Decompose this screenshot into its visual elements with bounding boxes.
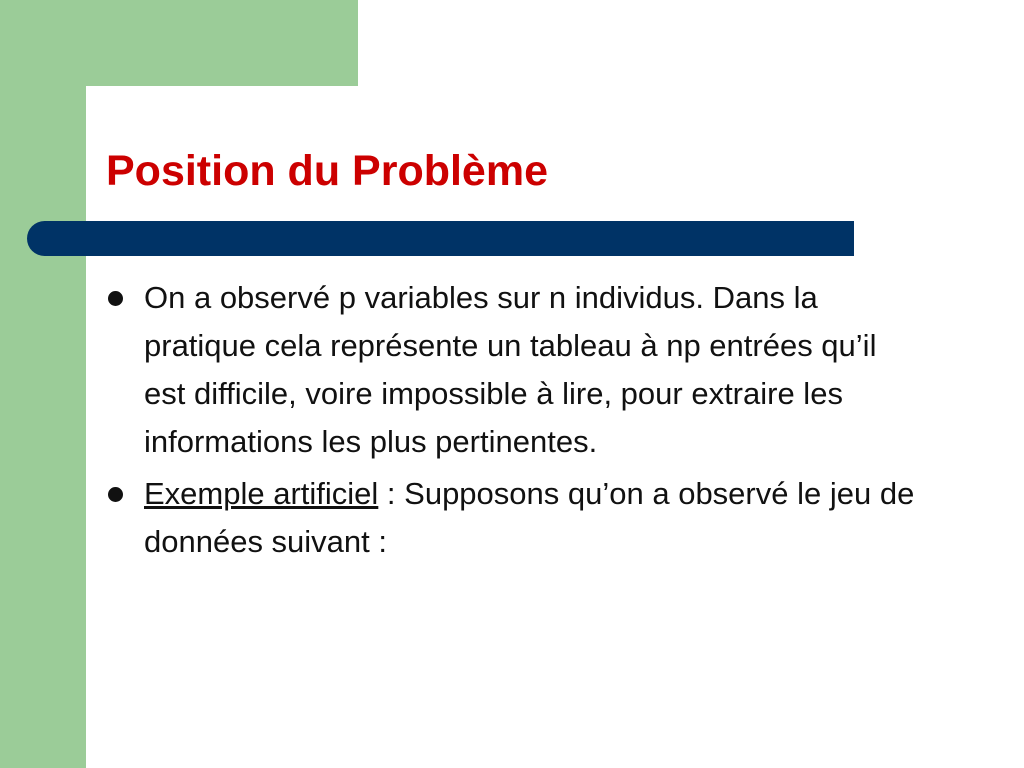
title-divider-bar bbox=[27, 221, 854, 256]
bullet-text: On a observé p variables sur n individus. Dans la pratique cela représente un tableau à np entrées qu’il est difficile, voire impossible à lire, pour extraire les informations les plus pertinentes. bbox=[144, 280, 877, 459]
slide-title: Position du Problème bbox=[106, 147, 548, 195]
bullet-text: : Supposons qu’on a observé le jeu de données suivant : bbox=[144, 476, 915, 559]
bullet-icon bbox=[108, 487, 123, 502]
bullet-list bbox=[106, 274, 926, 570]
bullet-item-example bbox=[106, 470, 926, 566]
bullet-item-observations bbox=[106, 274, 926, 466]
decorative-green-block bbox=[0, 0, 358, 86]
bullet-icon bbox=[108, 291, 123, 306]
decorative-green-strip bbox=[0, 0, 86, 768]
bullet-emphasis: Exemple artificiel bbox=[144, 476, 379, 511]
